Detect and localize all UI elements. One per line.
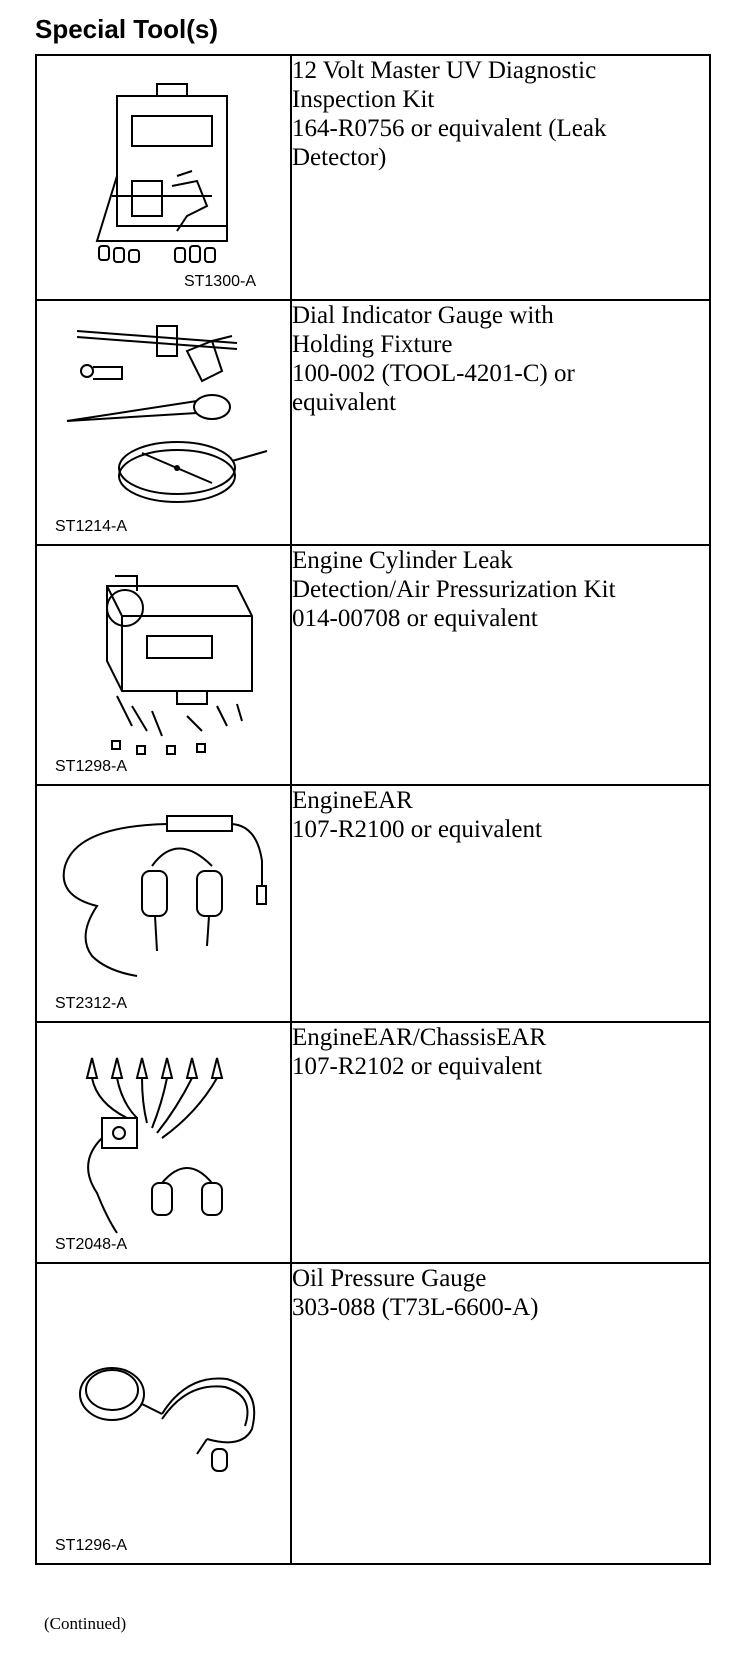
leak-detection-kit-icon <box>37 546 290 786</box>
tool-code: ST2048-A <box>55 1236 128 1253</box>
tool-description <box>291 55 710 300</box>
tool-description-line: Inspection Kit <box>292 86 435 113</box>
tool-description-line: equivalent <box>292 389 397 416</box>
tool-illustration-cell <box>36 1263 291 1564</box>
tool-code: ST2312-A <box>55 995 128 1012</box>
tool-description <box>291 545 710 785</box>
engine-ear-icon <box>37 786 290 1023</box>
tool-row <box>36 55 710 300</box>
tool-code: ST1296-A <box>55 1537 128 1554</box>
tool-description <box>291 785 710 1022</box>
tool-description <box>291 1263 710 1564</box>
tool-row <box>36 545 710 785</box>
tool-description-line: Dial Indicator Gauge with <box>292 302 554 329</box>
special-tools-table <box>35 54 711 1565</box>
tool-illustration-cell <box>36 300 291 545</box>
tool-description-line: EngineEAR <box>292 787 413 814</box>
tool-description-line: Detector) <box>292 144 387 171</box>
tool-description-line: 12 Volt Master UV Diagnostic <box>292 57 597 84</box>
tool-code: ST1300-A <box>183 273 256 290</box>
tool-description-line: Holding Fixture <box>292 331 453 358</box>
oil-pressure-gauge-icon <box>37 1264 290 1565</box>
tool-row <box>36 1263 710 1564</box>
section-heading: Special Tool(s) <box>35 14 218 44</box>
tool-illustration-cell <box>36 55 291 300</box>
tool-description-line: EngineEAR/ChassisEAR <box>292 1024 547 1051</box>
tool-illustration-cell <box>36 545 291 785</box>
tool-code: ST1298-A <box>55 758 128 775</box>
tool-description-line: Detection/Air Pressurization Kit <box>292 576 616 603</box>
uv-kit-case-icon <box>37 56 290 301</box>
dial-indicator-icon <box>37 301 290 546</box>
tool-description <box>291 300 710 545</box>
tool-description-line: 014-00708 or equivalent <box>292 605 538 632</box>
tool-row <box>36 1022 710 1263</box>
tool-row <box>36 785 710 1022</box>
tool-row <box>36 300 710 545</box>
tool-description-line: Engine Cylinder Leak <box>292 547 513 574</box>
tool-description-line: 164-R0756 or equivalent (Leak <box>292 115 607 142</box>
tool-description-line: 303-088 (T73L-6600-A) <box>292 1294 539 1321</box>
tool-illustration-cell <box>36 785 291 1022</box>
tool-description-line: Oil Pressure Gauge <box>292 1265 487 1292</box>
tool-description-line: 100-002 (TOOL-4201-C) or <box>292 360 575 387</box>
tool-illustration-cell <box>36 1022 291 1263</box>
tool-description-line: 107-R2100 or equivalent <box>292 816 542 843</box>
tool-description-line: 107-R2102 or equivalent <box>292 1053 542 1080</box>
tool-description <box>291 1022 710 1263</box>
tool-code: ST1214-A <box>55 518 128 535</box>
chassis-ear-icon <box>37 1023 290 1264</box>
continued-note: (Continued) <box>44 1614 127 1633</box>
